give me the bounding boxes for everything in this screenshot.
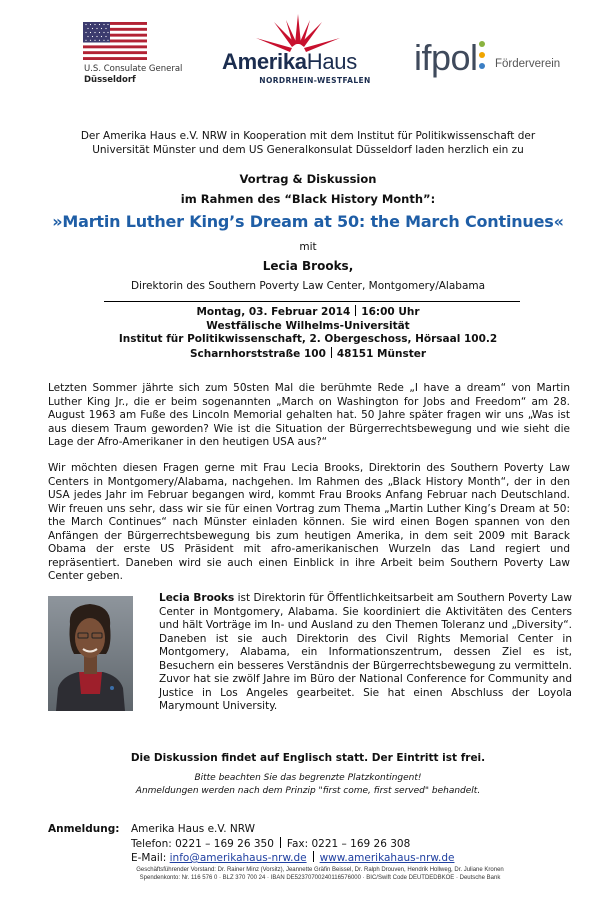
separator	[355, 305, 356, 316]
separator	[313, 851, 314, 862]
separator	[280, 837, 281, 848]
amerikahaus-part1: Amerika	[222, 49, 307, 74]
event-time: 16:00 Uhr	[361, 306, 420, 318]
event-location: Institut für Politikwissenschaft, 2. Obergeschoss, Hörsaal 100.2	[118, 333, 498, 345]
intro-line2: Universität Münster und dem US Generalkonsulat Düsseldorf laden herzlich ein zu	[92, 144, 524, 156]
paragraph-1: Letzten Sommer jährte sich zum 50sten Mal die berühmte Rede „I have a dream“ von Martin Luther King Jr., die er beim sogenannten „March on Washington for Jobs and Freedom“ am 28. August 1963 am Fuße des Lincoln Memorial gehalten hat. 50 Jahre später fragen wir uns „Was ist aus diesem Traum geworden? Wie ist die Situation der Bürgerrechtsbewegung und wie sieht die Lage der Afro-Amerikaner in den heutigen USA aus?“	[48, 382, 570, 448]
speaker-name: Lecia Brooks,	[262, 259, 354, 273]
footer-board: Geschäftsführender Vorstand: Dr. Rainer Minz (Vorsitz), Jeannette Gräfin Beissel, Dr. Ralph Drouven, Hendrik Hollweg, Dr. Juliane Kronen	[136, 867, 504, 873]
speaker-role: Direktorin des Southern Poverty Law Center, Montgomery/Alabama	[130, 280, 486, 292]
footer	[80, 866, 560, 882]
event-context: im Rahmen des “Black History Month”:	[180, 192, 436, 206]
speaker-name-text: Lecia Brooks	[262, 259, 349, 273]
email-link[interactable]: info@amerikahaus-nrw.de	[169, 852, 307, 864]
amerikahaus-logo-text	[222, 50, 392, 74]
event-type: Vortrag & Diskussion	[239, 172, 377, 186]
registration-details	[131, 823, 581, 866]
website-link[interactable]: www.amerikahaus-nrw.de	[319, 852, 455, 864]
email-label: E-Mail:	[131, 852, 167, 864]
capacity-hint	[30, 772, 586, 797]
language-notice: Die Diskussion findet auf Englisch statt. Der Eintritt ist frei.	[130, 752, 486, 764]
footer-bank: Spendenkonto: Nr. 116 576 0 · BLZ 370 700 24 · IBAN DE52370700240116576000 · BIC/Swift Code DEUTDEDBKOE · Deutsche Bank	[139, 875, 501, 881]
registration-contact	[131, 837, 581, 852]
event-street: Scharnhorststraße 100	[189, 347, 326, 360]
divider	[104, 301, 520, 302]
with-label: mit	[299, 241, 317, 253]
ifpol-dots-icon	[478, 38, 486, 78]
event-city: 48151 Münster	[336, 347, 427, 360]
foerderverein-label: Förderverein	[495, 58, 561, 70]
event-details	[30, 305, 586, 361]
registration-online	[131, 851, 581, 866]
paragraph-2: Wir möchten diesen Fragen gerne mit Frau Lecia Brooks, Direktorin des Southern Poverty Law Centers in Montgomery/Alabama, nachgehen. Im Rahmen des „Black History Month“, der in den USA jedes Jahr im Februar begangen wird, kommt Frau Brooks Anfang Februar nach Deutschland. Wir freuen uns sehr, dass wir sie für einen Vortrag zum Thema „Martin Luther King’s Dream at 50: the March Continues“ nach Münster einladen können. Sie wird einen Bogen spannen von den Anfängen der Bürgerrechtsbewegung bis zum heutigen Amerika, in dem seit 2009 mit Barack Obama der erste US Präsident mit afro-amerikanischen Wurzeln das Land regiert und repräsentiert. Daneben wird sie auch einen Einblick in ihre Arbeit beim Southern Poverty Law Center geben.	[48, 462, 570, 582]
registration-label: Anmeldung:	[48, 823, 120, 835]
registration-org: Amerika Haus e.V. NRW	[131, 823, 255, 835]
consulate-caption	[84, 64, 184, 86]
consulate-city: Düsseldorf	[84, 75, 136, 85]
separator	[331, 347, 332, 358]
registration-fax: Fax: 0221 – 169 26 308	[286, 837, 411, 850]
bio-name: Lecia Brooks	[159, 592, 235, 604]
event-address	[30, 347, 586, 362]
event-date: Montag, 03. Februar 2014	[196, 306, 351, 318]
us-flag-logo	[83, 22, 147, 60]
consulate-line1: U.S. Consulate General	[84, 64, 183, 74]
event-university: Westfälische Wilhelms-Universität	[206, 319, 410, 332]
amerikahaus-part2: Haus	[306, 49, 357, 74]
speaker-bio	[159, 592, 572, 714]
hint-line1: Bitte beachten Sie das begrenzte Platzkontingent!	[194, 773, 422, 783]
event-title: »Martin Luther King’s Dream at 50: the March Continues«	[52, 212, 564, 231]
ifpol-logo-text: ifpol	[414, 37, 478, 78]
speaker-photo	[48, 596, 133, 711]
hint-line2: Anmeldungen werden nach dem Prinzip "first come, first served" behandelt.	[135, 785, 481, 796]
registration-phone: Telefon: 0221 – 169 26 350	[131, 837, 274, 850]
event-datetime	[30, 305, 586, 320]
intro-line1: Der Amerika Haus e.V. NRW in Kooperation mit dem Institut für Politikwissenschaft der	[80, 130, 536, 142]
invitation-intro	[30, 129, 586, 157]
amerikahaus-subtitle: NORDRHEIN-WESTFALEN	[259, 76, 371, 85]
bio-text: ist Direktorin für Öffentlichkeitsarbeit am Southern Poverty Law Center in Montgomery, Alabama. Sie koordiniert die Aktivitäten des Centers und hält Vorträge im In- und Ausland zu den Themen Toleranz und „Diversity“. Daneben ist sie auch Direktorin des Civil Rights Memorial Center in Montgomery, Alabama, ein Informationszentrum, dessen Ziel es ist, Besuchern ein besseres Verständnis der Bürgerrechtsbewegung zu vermitteln. Zuvor hat sie zwölf Jahre im Büro der National Conference for Community and Justice in Los Angeles gearbeitet. Sie hat einen Abschluss der Loyola Marymount University.	[159, 592, 572, 712]
